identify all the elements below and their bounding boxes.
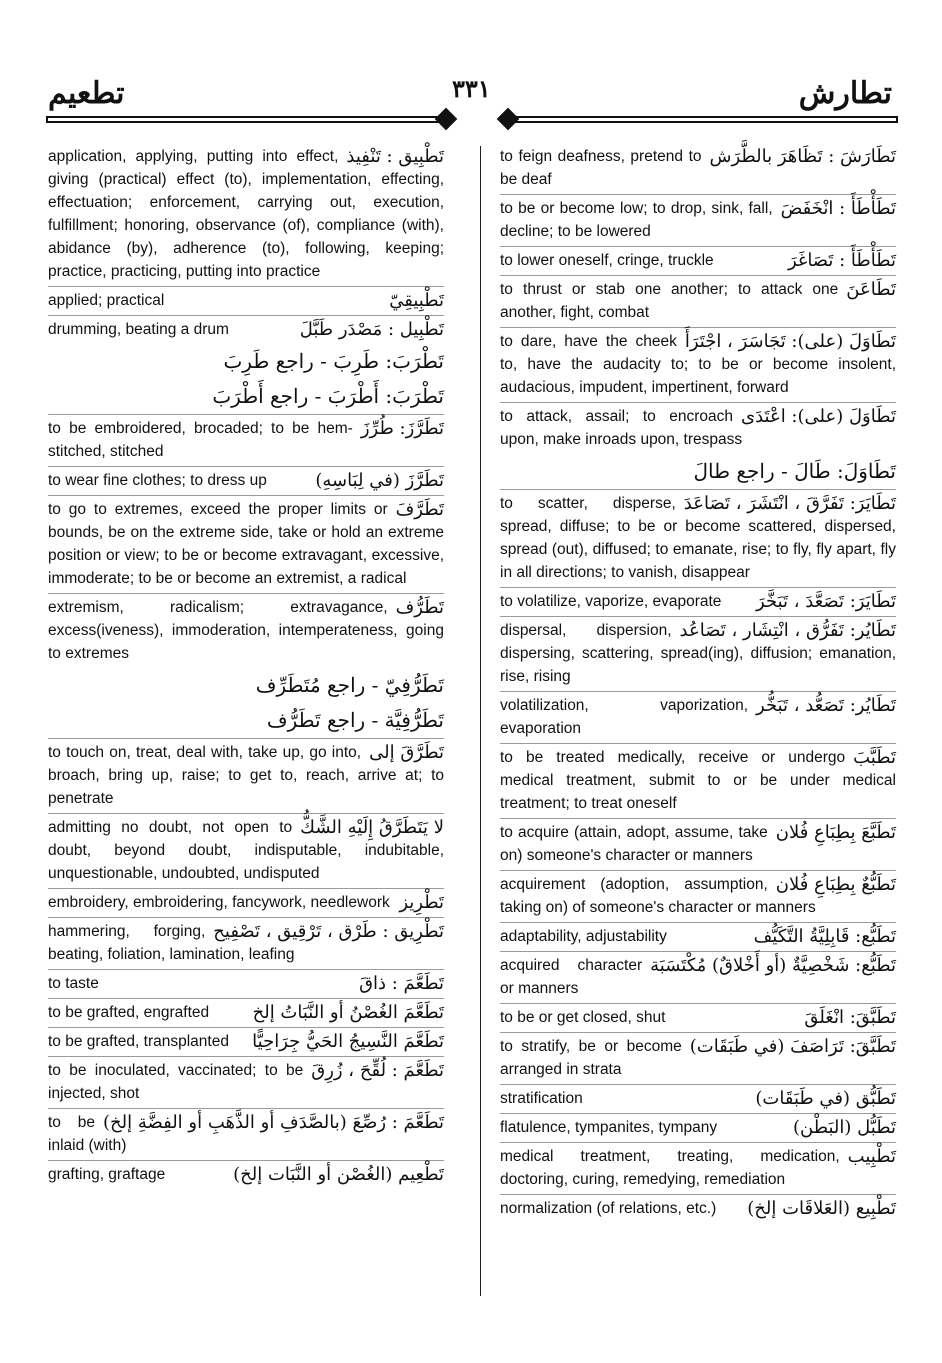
entry-definition: applied; practical <box>48 292 165 309</box>
entry-headword: تَطَبُّل (البَطْن) <box>793 1117 896 1138</box>
entry-headword: تَطَرَّزَ (في لِبَاسِهِ) <box>315 470 444 491</box>
dictionary-entry <box>48 1028 444 1057</box>
entry-headword: تَطَرَّزَ: طُرِّزَ <box>360 418 444 439</box>
dictionary-entry <box>48 1109 444 1161</box>
entry-definition: to be inlaid (with) <box>48 1114 127 1154</box>
right-column <box>500 143 896 1223</box>
dictionary-entry <box>48 814 444 889</box>
entry-headword: تَطَايَرَ: تَفَرَّقَ ، انْتَشَرَ ، تَصَاعَدَ <box>683 493 896 514</box>
dictionary-entry <box>48 739 444 814</box>
entry-headword: تَطَايُر: تَفَرُّق ، انْتِشَار ، تَصَاعُد <box>679 620 896 641</box>
entry-definition: extremism, radicalism; extravagance, excess(iveness), immoderation, intemperateness, going to extremes <box>48 599 444 662</box>
entry-definition: to thrust or stab one another; to attack one another, fight, combat <box>500 281 839 321</box>
entry-headword: تَطَأْطَأَ : تَصَاغَرَ <box>787 250 896 271</box>
dictionary-entry <box>500 1114 896 1143</box>
left-column <box>48 143 444 1189</box>
dictionary-entry <box>48 594 444 668</box>
entry-headword: تَطَاوَلَ (على): اعْتَدَى <box>741 406 896 427</box>
entry-headword: تَطَايَرَ: تَصَعَّدَ ، تَبَخَّرَ <box>756 591 896 612</box>
dictionary-entry <box>48 496 444 594</box>
entry-headword: تَطَرُّف <box>395 597 444 618</box>
entry-definition: acquirement (adoption, assumption, taking on) of someone's character or manners <box>500 876 816 916</box>
dictionary-entry <box>48 999 444 1028</box>
page-header <box>0 70 942 140</box>
dictionary-entry <box>500 923 896 952</box>
dictionary-entry <box>500 952 896 1004</box>
entry-headword: تَطَعَّمَ : رُصِّعَ (بالصَّدَفِ أو الذَّهَبِ أو الفِضَّةِ إلخ) <box>102 1112 444 1133</box>
dictionary-entry <box>500 692 896 744</box>
entry-definition: hammering, forging, beating, foliation, lamination, leafing <box>48 923 295 963</box>
entry-headword: تَطَبُّع: شَخْصِيَّةٌ (أو أَخْلاقٌ) مُكْتَسَبَة <box>650 955 896 976</box>
dictionary-entry <box>48 1161 444 1189</box>
guide-word-left: تطعيم <box>48 76 125 111</box>
dictionary-entry <box>48 1057 444 1109</box>
dictionary-entry <box>500 328 896 403</box>
entry-definition: to be treated medically, receive or undergo medical treatment, submit to or be under medical treatment; to treat oneself <box>500 749 896 812</box>
entry-headword: تَطْبِيع (العَلاقَات إلخ) <box>747 1198 896 1219</box>
dictionary-entry <box>48 703 444 739</box>
entry-definition: admitting no doubt, not open to doubt, beyond doubt, indisputable, indubitable, unquestionable, undoubted, undisputed <box>48 819 444 882</box>
entry-headword: تَطَبُّعٌ بِطِبَاعِ فُلان <box>775 874 896 895</box>
dictionary-entry <box>48 889 444 918</box>
entry-headword: تَطَاعَنَ <box>846 279 896 300</box>
entry-definition: to lower oneself, cringe, truckle <box>500 252 714 269</box>
dictionary-entry <box>500 819 896 871</box>
entry-definition: acquired character or manners <box>500 957 643 997</box>
entry-definition: to wear fine clothes; to dress up <box>48 472 267 489</box>
entry-definition: volatilization, vaporization, evaporation <box>500 697 749 737</box>
entry-definition: to be grafted, transplanted <box>48 1033 229 1050</box>
entry-definition: dispersal, dispersion, dispersing, scattering, spread(ing), diffusion; emanation, rise, rising <box>500 622 896 685</box>
entry-cross-reference: تَطْرَبَ: طَرِبَ - راجع طَرِبَ <box>223 349 444 373</box>
entry-definition: to taste <box>48 975 99 992</box>
entry-headword: لا يَتَطَرَّقُ إِلَيْهِ الشَّكُّ <box>300 817 444 838</box>
dictionary-entry <box>500 143 896 195</box>
dictionary-entry <box>48 668 444 703</box>
entry-headword: تَطَعَّمَ النَّسِيجُ الحَيُّ جِرَاحِيًّا <box>252 1031 444 1052</box>
entry-definition: to acquire (attain, adopt, assume, take on) someone's character or manners <box>500 824 768 864</box>
entry-cross-reference: تَطَاوَلَ: طَالَ - راجع طالَ <box>693 459 896 483</box>
entry-headword: تَطْرِيز <box>399 892 444 913</box>
entry-headword: تَطْرِيق : طَرْق ، تَرْقِيق ، تَصْفِيح <box>213 921 444 942</box>
dictionary-entry <box>48 918 444 970</box>
dictionary-entry <box>500 276 896 328</box>
dictionary-entry <box>500 454 896 490</box>
guide-word-right: تطارش <box>798 76 892 111</box>
entry-definition: normalization (of relations, etc.) <box>500 1200 717 1217</box>
diamond-ornament-right <box>497 108 520 131</box>
entry-headword: تَطْبِيق : تَنْفِيذ <box>346 146 444 167</box>
dictionary-entry <box>500 403 896 454</box>
entry-cross-reference: تَطْرَبَ: أَطْرَبَ - راجع أَطْرَبَ <box>212 384 444 408</box>
dictionary-entry <box>48 379 444 415</box>
entry-headword: تَطْبِيقِيّ <box>389 290 444 311</box>
entry-definition: application, applying, putting into effect, giving (practical) effect (to), implementation, effecting, effectuation; enforcement, carrying out, execution, fulfillment; honoring, observance (of), compliance (with), abidance (by), adherence (to), following, keeping; practice, practicing, putting into practice <box>48 148 444 280</box>
entry-headword: تَطَأْطَأَ : انْخَفَضَ <box>780 198 896 219</box>
entry-headword: تَطَرَّقَ إلى <box>369 742 444 763</box>
entry-headword: تَطَاوَلَ (على): تَجَاسَرَ ، اجْتَرَأَ <box>684 331 896 352</box>
entry-definition: to volatilize, vaporize, evaporate <box>500 593 722 610</box>
dictionary-entry <box>500 247 896 276</box>
column-divider <box>480 146 481 1296</box>
dictionary-entry <box>48 344 444 379</box>
entry-headword: تَطَبَّقَ: تَرَاصَفَ (في طَبَقَات) <box>689 1036 896 1057</box>
entry-definition: to dare, have the cheek to, have the audacity to; to be or become insolent, audacious, impudent, impertinent, forward <box>500 333 896 396</box>
dictionary-entry <box>48 287 444 316</box>
entry-definition: to touch on, treat, deal with, take up, go into, broach, bring up, raise; to get to, reach, arrive at; to penetrate <box>48 744 444 807</box>
entry-headword: تَطَعَّمَ : لُقِّحَ ، زُرِقَ <box>311 1060 444 1081</box>
dictionary-entry <box>500 744 896 819</box>
entry-cross-reference: تَطَرُّفِيَّة - راجع تَطَرُّف <box>266 708 444 732</box>
page-number: ٣٣١ <box>452 74 491 103</box>
entry-definition: to be inoculated, vaccinated; to be injected, shot <box>48 1062 304 1102</box>
entry-headword: تَطَعَّمَ الغُصْنُ أو النَّبَاتُ إلخ <box>252 1002 444 1023</box>
entry-headword: تَطَارَشَ : تَظَاهَرَ بالطَّرَش <box>709 146 896 167</box>
dictionary-entry <box>500 490 896 588</box>
entry-definition: to be grafted, engrafted <box>48 1004 210 1021</box>
entry-headword: تَطَبُّق (في طَبَقَات) <box>755 1088 896 1109</box>
entry-headword: تَطَبَّقَ: انْغَلَقَ <box>804 1007 896 1028</box>
dictionary-entry <box>500 1143 896 1195</box>
header-rule-left <box>46 116 446 123</box>
entry-definition: embroidery, embroidering, fancywork, needlework <box>48 894 390 911</box>
entry-definition: grafting, graftage <box>48 1166 166 1183</box>
entry-headword: تَطَبُّع: قَابِلِيَّةُ التَّكَيُّف <box>753 926 896 947</box>
entry-definition: to scatter, disperse, spread, diffuse; to be or become scattered, dispersed, spread (out), diffused; to emanate, rise; to fly, fly apart, fly in all directions; to vanish, disappear <box>500 495 896 581</box>
entry-definition: to be or get closed, shut <box>500 1009 666 1026</box>
entry-headword: تَطَبَّعَ بِطِبَاعِ فُلان <box>775 822 896 843</box>
entry-cross-reference: تَطَرُّفِيّ - راجع مُتَطَرِّف <box>255 673 444 697</box>
entry-definition: to stratify, be or become arranged in strata <box>500 1038 682 1078</box>
entry-definition: to go to extremes, exceed the proper limits or bounds, be on the extreme side, take or hold an extreme position or view; to be or become extravagant, excessive, immoderate; to be or become an extremist, a radical <box>48 501 444 587</box>
entry-definition: to be or become low; to drop, sink, fall, decline; to be lowered <box>500 200 773 240</box>
dictionary-entry <box>500 588 896 617</box>
entry-definition: flatulence, tympanites, tympany <box>500 1119 718 1136</box>
entry-headword: تَطَايُر: تَصَعُّد ، تَبَخُّر <box>756 695 896 716</box>
entry-definition: to be embroidered, brocaded; to be hem-stitched, stitched <box>48 420 353 460</box>
diamond-ornament-left <box>435 108 458 131</box>
entry-definition: drumming, beating a drum <box>48 321 229 338</box>
entry-definition: adaptability, adjustability <box>500 928 667 945</box>
entry-headword: تَطْعِيم (الغُصْن أو النَّبَات إلخ) <box>233 1164 444 1185</box>
dictionary-entry <box>500 1004 896 1033</box>
entry-headword: تَطَرَّفَ <box>395 499 444 520</box>
dictionary-entry <box>500 871 896 923</box>
dictionary-entry <box>500 195 896 247</box>
dictionary-entry <box>500 1085 896 1114</box>
dictionary-entry <box>48 316 444 344</box>
header-rule-right <box>506 116 898 123</box>
entry-definition: to feign deafness, pretend to be deaf <box>500 148 702 188</box>
dictionary-entry <box>500 617 896 692</box>
entry-headword: تَطَبَّبَ <box>853 747 896 768</box>
dictionary-entry <box>500 1195 896 1223</box>
entry-definition: to attack, assail; to encroach upon, make inroads upon, trespass <box>500 408 743 448</box>
dictionary-entry <box>48 970 444 999</box>
dictionary-entry <box>48 467 444 496</box>
entry-definition: stratification <box>500 1090 583 1107</box>
dictionary-entry <box>500 1033 896 1085</box>
entry-definition: medical treatment, treating, medication, doctoring, curing, remedying, remediation <box>500 1148 840 1188</box>
dictionary-entry <box>48 415 444 467</box>
entry-headword: تَطَعَّمَ : ذاقَ <box>359 973 444 994</box>
entry-headword: تَطْبِيل : مَصْدَر طَبَّلَ <box>299 319 444 340</box>
entry-headword: تَطْبِيب <box>847 1146 896 1167</box>
dictionary-entry <box>48 143 444 287</box>
